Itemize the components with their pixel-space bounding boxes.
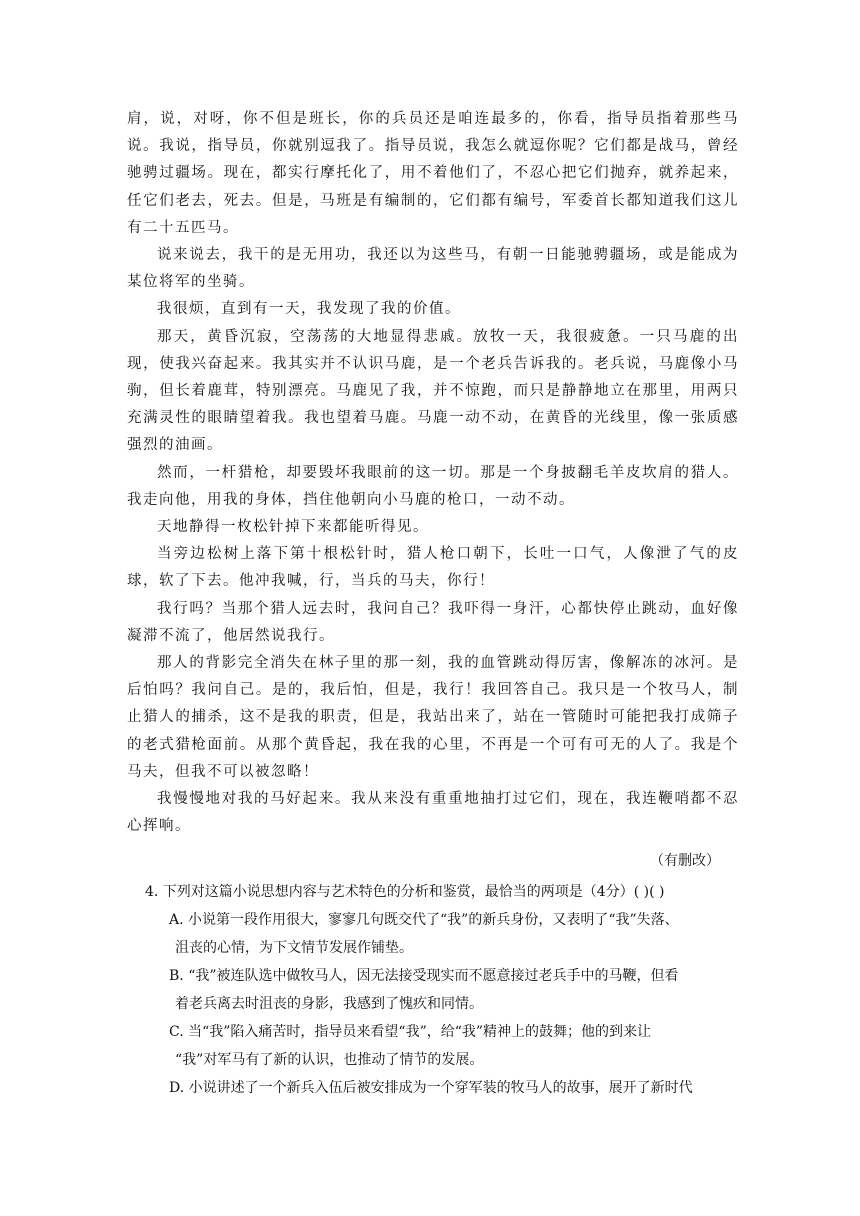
option-b-line-1: B. “我”被连队选中做牧马人，因无法接受现实而不愿意接过老兵手中的马鞭，但看 xyxy=(169,968,679,984)
story-paragraph-7: 当旁边松树上落下第十根松针时，猎人枪口朝下，长吐一口气，人像泄了气的皮球，软了下去。他冲我喊，行，当兵的马夫，你行！ xyxy=(127,546,739,590)
story-paragraph-3: 我很烦，直到有一天，我发现了我的价值。 xyxy=(157,301,461,318)
story-paragraph-2: 说来说去，我干的是无用功，我还以为这些马，有朝一日能驰骋疆场，或是能成为某位将军的坐骑。 xyxy=(127,247,739,291)
story-text xyxy=(127,106,739,840)
option-a-line-2: 沮丧的心情，为下文情节发展作铺垫。 xyxy=(175,940,413,956)
option-b-line-2: 着老兵离去时沮丧的身影，我感到了愧疚和同情。 xyxy=(175,996,483,1012)
option-b xyxy=(145,962,745,1018)
source-note: （有删改） xyxy=(650,853,720,869)
story-paragraph-5: 然而，一杆猎枪，却要毁坏我眼前的这一切。那是一个身披翻毛羊皮坎肩的猎人。我走向他，用我的身体，挡住他朝向小马鹿的枪口，一动不动。 xyxy=(127,464,739,508)
option-c-line-2: “我”对军马有了新的认识，也推动了情节的发展。 xyxy=(175,1052,484,1068)
option-d-line-1: D. 小说讲述了一个新兵入伍后被安排成为一个穿军装的牧马人的故事，展开了新时代 xyxy=(169,1080,693,1096)
story-paragraph-8: 我行吗？当那个猎人远去时，我问自己？我吓得一身汗，心都快停止跳动，血好像凝滞不流了，他居然说我行。 xyxy=(127,600,739,644)
option-a-line-1: A. 小说第一段作用很大，寥寥几句既交代了“我”的新兵身份，又表明了“我”失落、 xyxy=(169,912,679,928)
option-c xyxy=(145,1018,745,1074)
question-stem: 4. 下列对这篇小说思想内容与艺术特色的分析和鉴赏，最恰当的两项是（4分）( )( ) xyxy=(145,884,665,900)
option-a xyxy=(145,906,745,962)
story-paragraph-4: 那天，黄昏沉寂，空荡荡的大地显得悲戚。放牧一天，我很疲惫。一只马鹿的出现，使我兴奋起来。我其实并不认识马鹿，是一个老兵告诉我的。老兵说，马鹿像小马驹，但长着鹿茸，特别漂亮。马鹿见了我，并不惊跑，而只是静静地立在那里，用两只充满灵性的眼睛望着我。我也望着马鹿。马鹿一动不动，在黄昏的光线里，像一张质感强烈的油画。 xyxy=(127,328,739,454)
story-paragraph-6: 天地静得一枚松针掉下来都能听得见。 xyxy=(157,519,429,536)
story-paragraph-9: 那人的背影完全消失在林子里的那一刻，我的血管跳动得厉害，像解冻的冰河。是后怕吗？我问自己。是的，我后怕，但是，我行！我回答自己。我只是一个牧马人，制止猎人的捕杀，这不是我的职责，但是，我站出来了，站在一管随时可能把我打成筛子的老式猎枪面前。从那个黄昏起，我在我的心里，不再是一个可有可无的人了。我是个马夫，但我不可以被忽略！ xyxy=(127,655,739,780)
option-c-line-1: C. 当“我”陷入痛苦时，指导员来看望“我”，给“我”精神上的鼓舞；他的到来让 xyxy=(169,1024,652,1040)
story-paragraph-10: 我慢慢地对我的马好起来。我从来没有重重地抽打过它们，现在，我连鞭哨都不忍心挥响。 xyxy=(127,791,739,835)
question-4 xyxy=(145,878,745,1102)
option-d xyxy=(145,1074,745,1102)
story-paragraph-1: 肩，说，对呀，你不但是班长，你的兵员还是咱连最多的，你看，指导员指着那些马说。我说，指导员，你就别逗我了。指导员说，我怎么就逗你呢？它们都是战马，曾经驰骋过疆场。现在，都实行摩托化了，用不着他们了，不忍心把它们抛弃，就养起来，任它们老去，死去。但是，马班是有编制的，它们都有编号，军委首长都知道我们这儿有二十五匹马。 xyxy=(127,111,739,236)
